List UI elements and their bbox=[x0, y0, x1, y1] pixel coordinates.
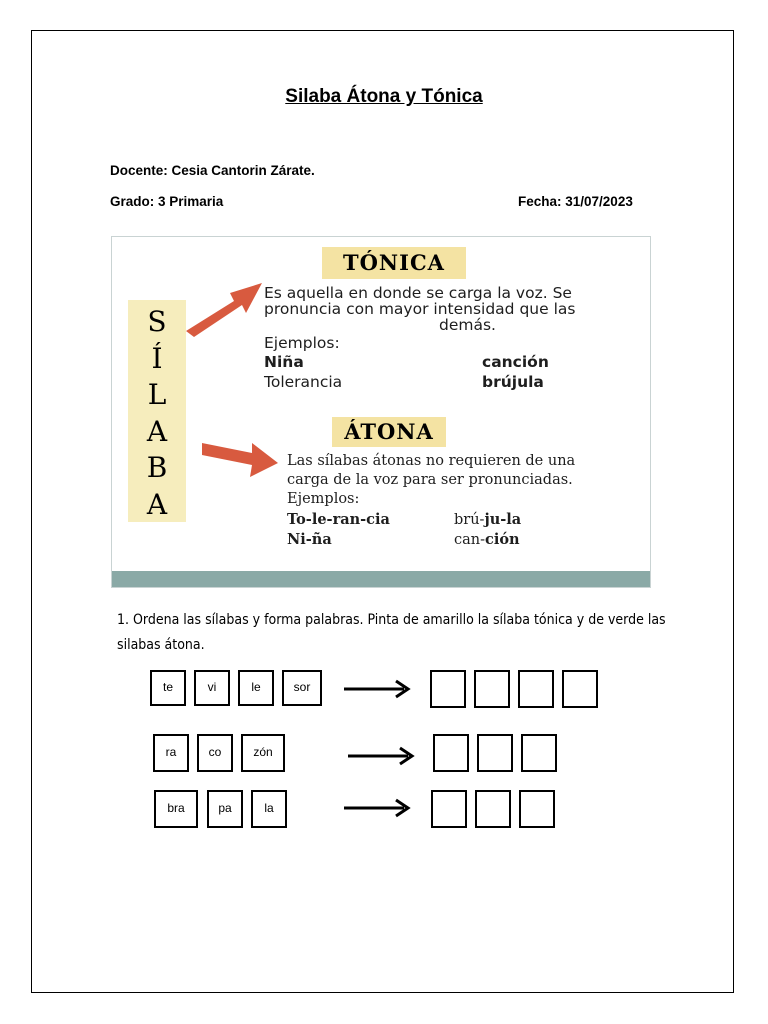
vertical-letter: B bbox=[146, 451, 168, 485]
answer-box[interactable] bbox=[431, 790, 467, 828]
answer-box[interactable] bbox=[433, 734, 469, 772]
tonica-example: canción bbox=[482, 353, 549, 371]
tonica-heading: TÓNICA bbox=[322, 247, 466, 279]
tonica-example: brújula bbox=[482, 373, 544, 391]
syllable-box: sor bbox=[282, 670, 322, 706]
atona-heading: ÁTONA bbox=[332, 417, 446, 447]
answer-box[interactable] bbox=[521, 734, 557, 772]
syllable-figure bbox=[111, 236, 651, 588]
teacher-name: Docente: Cesia Cantorin Zárate. bbox=[110, 163, 315, 178]
answer-box[interactable] bbox=[519, 790, 555, 828]
vertical-word-silaba bbox=[128, 300, 186, 522]
arrow-right-icon bbox=[344, 678, 414, 700]
atona-definition-line1: Las sílabas átonas no requieren de una bbox=[287, 453, 576, 469]
vertical-letter: L bbox=[147, 378, 167, 412]
answer-box[interactable] bbox=[518, 670, 554, 708]
tonica-definition-line1: Es aquella en donde se carga la voz. Se bbox=[264, 284, 572, 302]
answer-box[interactable] bbox=[477, 734, 513, 772]
syllable-box: vi bbox=[194, 670, 230, 706]
arrow-to-atona-icon bbox=[200, 437, 282, 481]
atona-example: Ni-ña bbox=[287, 531, 332, 548]
atona-example: brú-ju-la bbox=[454, 511, 522, 528]
syllable-box: pa bbox=[207, 790, 243, 828]
answer-box[interactable] bbox=[475, 790, 511, 828]
instruction-line2: silabas átona. bbox=[117, 637, 205, 653]
syllable-box: le bbox=[238, 670, 274, 706]
atona-definition-line2: carga de la voz para ser pronunciadas. bbox=[287, 472, 573, 488]
instruction-line1: 1. Ordena las sílabas y forma palabras. Pinta de amarillo la sílaba tónica y de verde las bbox=[117, 612, 666, 628]
syllable-box: co bbox=[197, 734, 233, 772]
tonica-example: Tolerancia bbox=[264, 373, 343, 391]
tonica-definition-line3: demás. bbox=[439, 316, 496, 334]
figure-footer-bar bbox=[112, 571, 650, 587]
syllable-box: bra bbox=[154, 790, 198, 828]
answer-box[interactable] bbox=[562, 670, 598, 708]
arrow-right-icon bbox=[348, 745, 418, 767]
date: Fecha: 31/07/2023 bbox=[518, 194, 633, 209]
exercise-instruction bbox=[117, 608, 677, 658]
vertical-letter: S bbox=[147, 305, 167, 338]
atona-example: can-ción bbox=[454, 531, 520, 548]
grade: Grado: 3 Primaria bbox=[110, 194, 224, 209]
answer-box[interactable] bbox=[474, 670, 510, 708]
vertical-letter: A bbox=[146, 487, 168, 521]
syllable-box: ra bbox=[153, 734, 189, 772]
arrow-right-icon bbox=[344, 797, 414, 819]
arrow-to-tonica-icon bbox=[184, 275, 266, 339]
tonica-definition-line2: pronuncia con mayor intensidad que las bbox=[264, 300, 576, 318]
vertical-letter: A bbox=[146, 414, 168, 448]
syllable-box: te bbox=[150, 670, 186, 706]
vertical-letter: Í bbox=[151, 341, 163, 375]
page-title: Silaba Átona y Tónica bbox=[285, 86, 483, 107]
syllable-box: zón bbox=[241, 734, 285, 772]
syllable-box: la bbox=[251, 790, 287, 828]
atona-example: To-le-ran-cia bbox=[287, 511, 390, 528]
answer-box[interactable] bbox=[430, 670, 466, 708]
tonica-examples-label: Ejemplos: bbox=[264, 334, 340, 352]
atona-examples-label: Ejemplos: bbox=[287, 491, 360, 507]
tonica-example: Niña bbox=[264, 353, 304, 371]
